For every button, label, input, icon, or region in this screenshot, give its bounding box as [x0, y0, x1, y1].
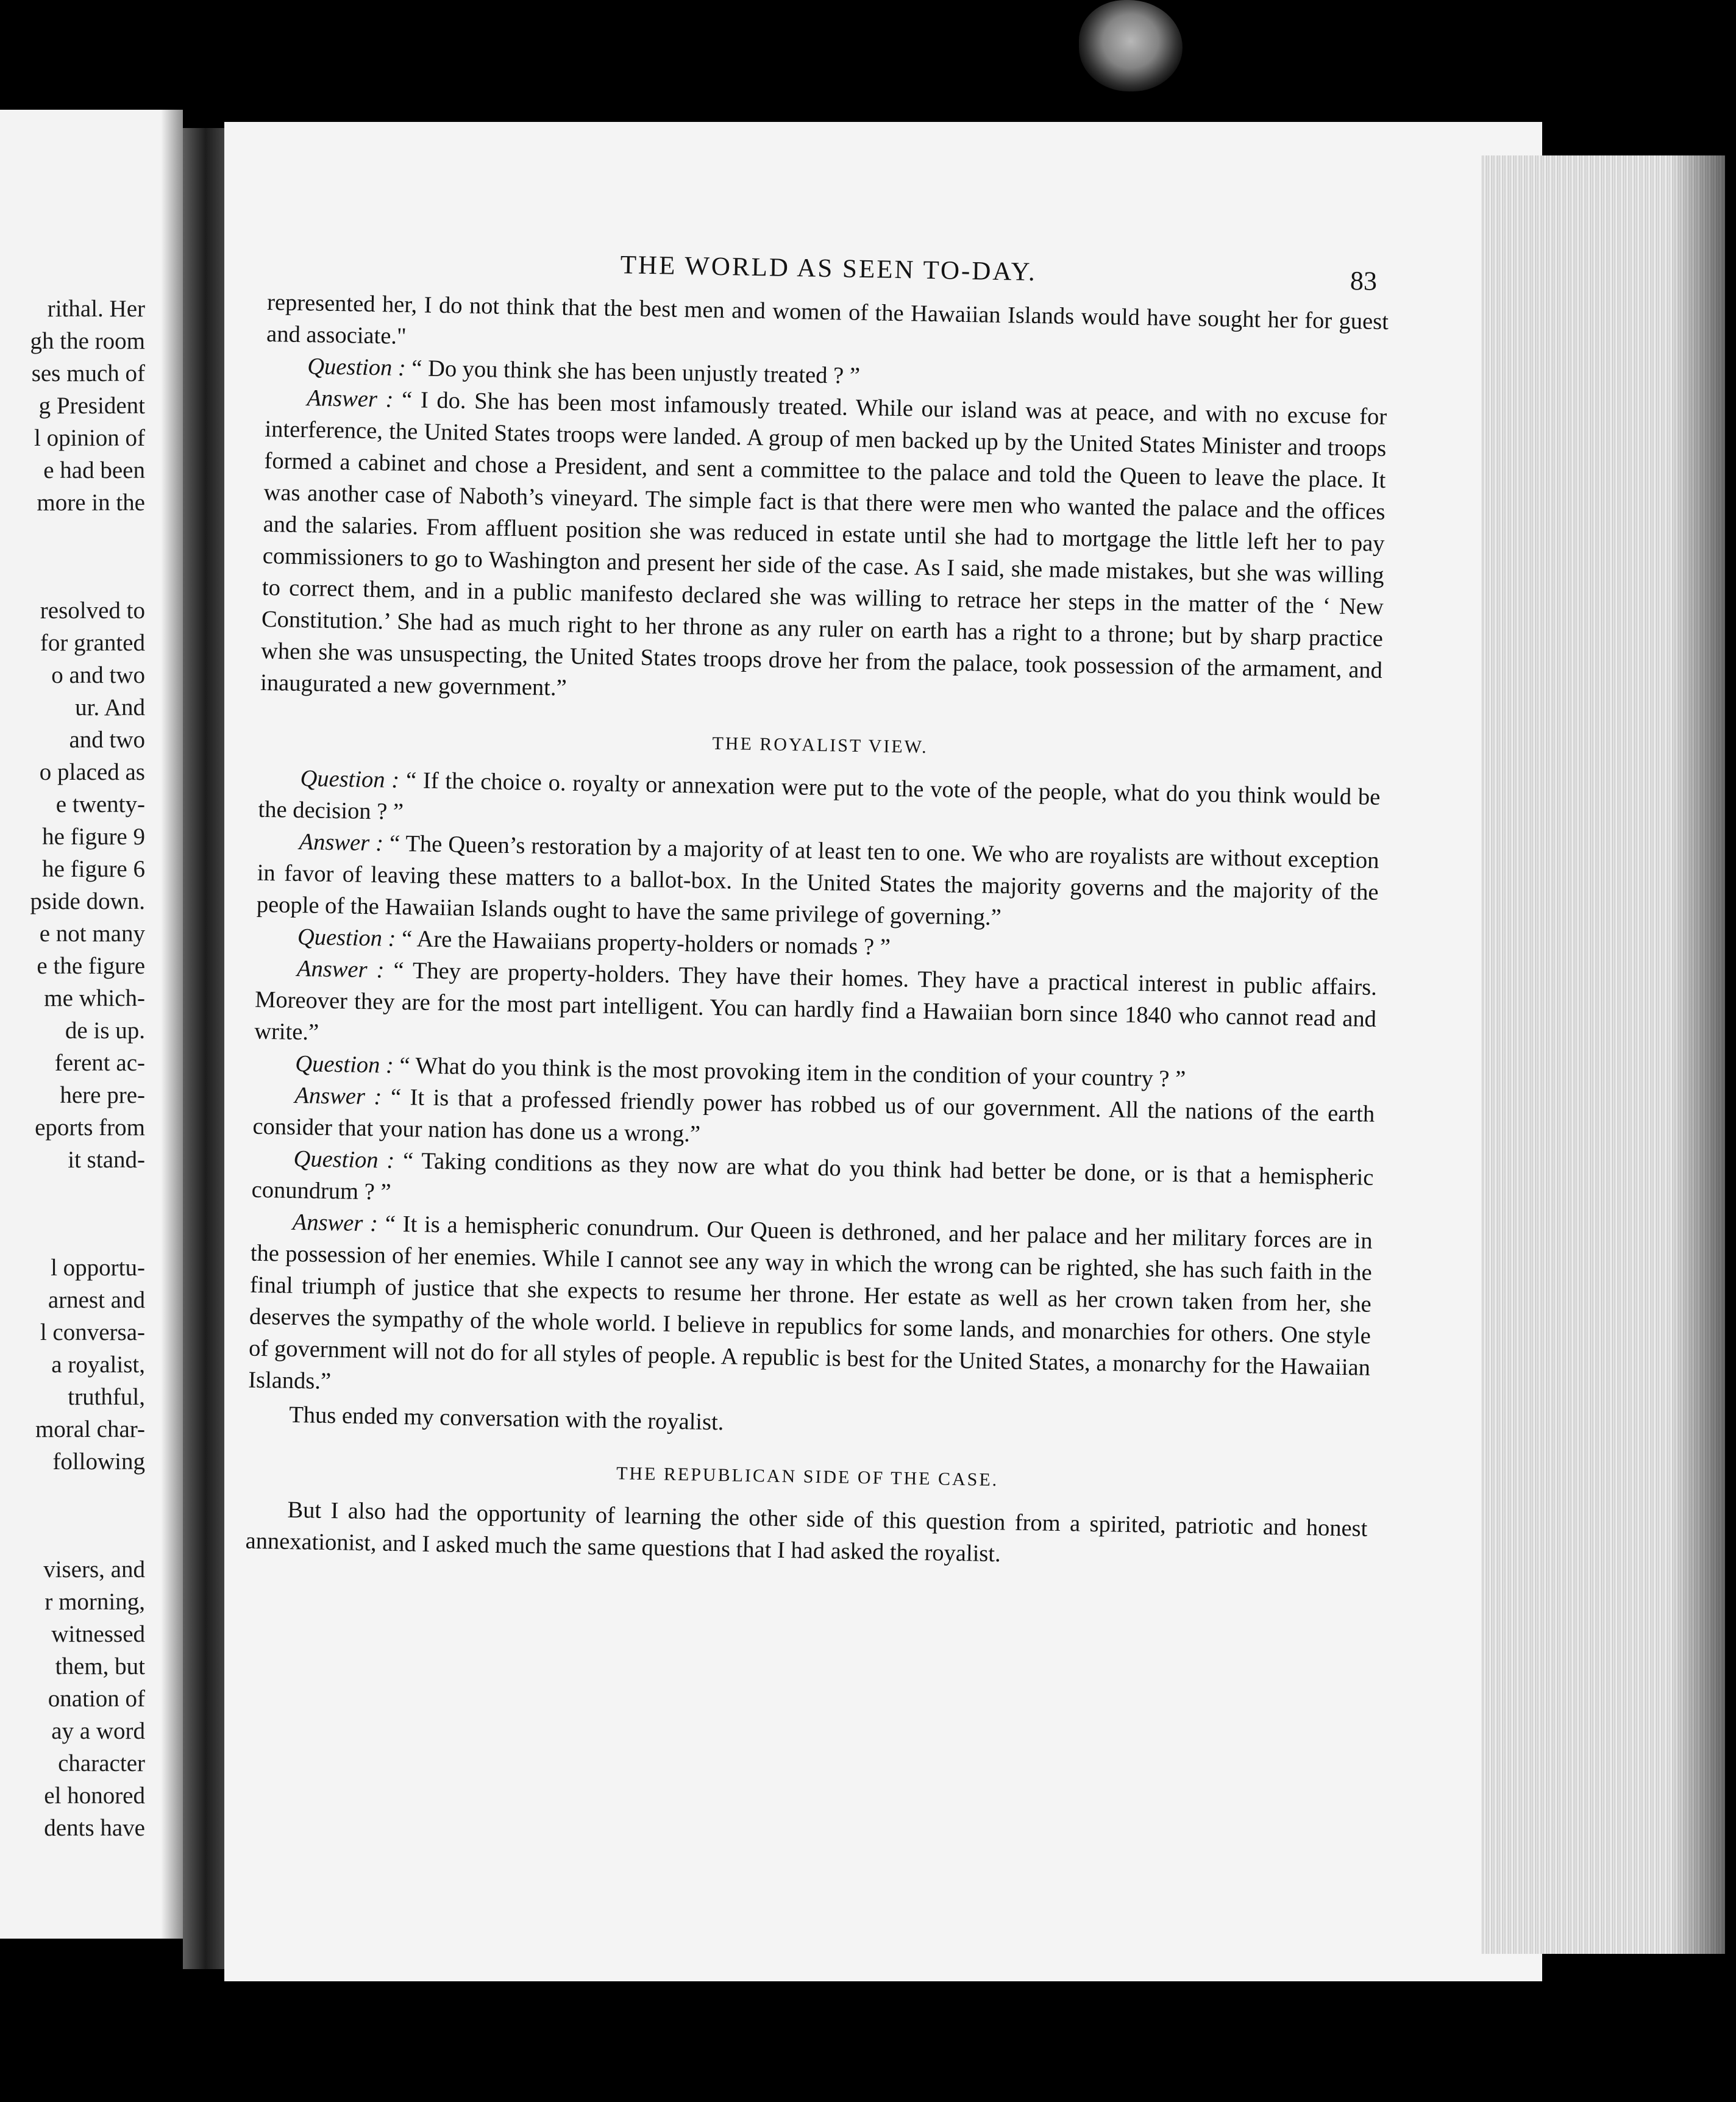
- left-page-line: moral char-: [35, 1416, 145, 1442]
- left-page-line: g President: [38, 393, 145, 419]
- left-page-line: dents have: [44, 1815, 145, 1841]
- interview-section-2: [248, 762, 1381, 1416]
- page-content: [245, 238, 1389, 1576]
- left-page-line: e had been: [43, 457, 145, 483]
- qa-text: “ They are property-holders. They have their homes. They have a practical interest in public affairs. Moreover they are for the most part intelligent. You can hardly find a Hawaiian born since 1840 who cannot read and write.”: [254, 957, 1378, 1046]
- left-page-line: he figure 6: [42, 856, 145, 882]
- left-page-line: l opportu-: [51, 1255, 145, 1281]
- qa-text: “ It is a hemispheric conundrum. Our Queen is dethroned, and her palace and her military forces are in the possession of her enemies. While I cannot see any way in which the wrong can be righted, she has such faith in the final triumph of justice that she expects to resume her throne. Her estate as well as her crown taken from her, she deserves the sympathy of the whole world. I believe in republics for some lands, and monarchies for others. One style of government will not do for all styles of people. A republic is best for the United States, a monarchy for the Hawaiian Islands.”: [247, 1211, 1373, 1395]
- left-page-line: pside down.: [30, 888, 145, 914]
- answer-label: Answer :: [307, 385, 394, 413]
- left-page-line: e not many: [39, 921, 145, 947]
- scan-artifact: [1079, 0, 1183, 91]
- left-page-line: e the figure: [37, 953, 145, 979]
- left-page-line: eports from: [35, 1114, 145, 1141]
- heading-royalist-view: THE ROYALIST VIEW.: [712, 733, 929, 758]
- left-page-gap: [0, 1176, 183, 1252]
- left-page-line: it stand-: [68, 1147, 145, 1173]
- running-head-title: THE WORLD AS SEEN TO-DAY.: [620, 251, 1037, 287]
- answer-label: Answer :: [294, 1082, 382, 1110]
- left-page-line: de is up.: [65, 1017, 145, 1044]
- qa-paragraph: [248, 1206, 1373, 1416]
- question-label: Question :: [297, 924, 396, 952]
- left-page-line: resolved to: [40, 597, 145, 624]
- answer-label: Answer :: [292, 1209, 379, 1237]
- left-page-line: o placed as: [39, 759, 145, 785]
- qa-text: “ I do. She has been most infamously treated. While our island was at peace, and with no excuse for interference, the United States troops were landed. A group of men backed up by the United States Minister and troops formed a cabinet and chose a President, and sent a committee to the palace and told the Queen to leave the place. It was another case of Naboth’s vineyard. The simple fact is that there were men who wanted the palace and the offices and the salaries. From affluent position she was reduced in estate until she had to mortgage the little left her to pay commissioners to go to Washington and present her side of the case. As I said, she made mistakes, but she was willing to correct them, and in a public manifesto declared she was willing to retrace her steps in the matter of the ‘ New Constitution.’ She had as much right to her throne as any ruler on earth has a right to a throne; but by sharp practice when she was unsuspecting, the United States troops drove her from the palace, took possession of the armament, and inaugurated a new government.”: [260, 387, 1387, 701]
- left-page-line: a royalist,: [51, 1352, 145, 1378]
- left-page-line: here pre-: [60, 1082, 145, 1108]
- question-label: Question :: [307, 354, 407, 381]
- interview-section-1: [260, 350, 1388, 718]
- left-page-line: he figure 9: [42, 824, 145, 850]
- qa-text: “ It is that a professed friendly power has robbed us of our government. All the nations of the earth consider that your nation has done us a wrong.”: [252, 1084, 1375, 1147]
- left-page-line: rithal. Her: [47, 296, 145, 322]
- left-page-line: l conversa-: [40, 1319, 145, 1345]
- left-page-line: el honored: [44, 1783, 145, 1809]
- qa-text: “ What do you think is the most provoking item in the condition of your country ? ”: [399, 1052, 1186, 1092]
- left-page: [0, 110, 183, 1939]
- left-page-line: visers, and: [43, 1556, 145, 1583]
- left-page-line: me which-: [44, 985, 145, 1011]
- page-number: 83: [1350, 265, 1378, 296]
- heading-republican-side: THE REPUBLICAN SIDE OF THE CASE.: [616, 1463, 999, 1491]
- left-page-line: witnessed: [51, 1621, 145, 1647]
- qa-text: “ If the choice o. royalty or annexation were put to the vote of the people, what do you think would be the decision ? ”: [258, 768, 1381, 825]
- left-page-line: r morning,: [44, 1589, 145, 1615]
- left-page-line: l opinion of: [34, 425, 145, 451]
- left-page-line: character: [58, 1750, 145, 1776]
- answer-label: Answer :: [296, 956, 385, 983]
- question-label: Question :: [293, 1145, 395, 1174]
- qa-text: “ The Queen’s restoration by a majority of at least ten to one. We who are royalists are without exception in favor of leaving these matters to a ballot-box. In the United States the majority governs and the majority of the people of the Hawaiian Islands ought to have the same privilege of governing.”: [256, 830, 1379, 931]
- qa-paragraph: [260, 382, 1387, 718]
- left-page-line: ur. And: [75, 694, 145, 721]
- left-page-line: o and two: [51, 662, 145, 688]
- qa-text: “ Taking conditions as they now are what do you think had better be done, or is that a hemispheric conundrum ? ”: [251, 1148, 1374, 1205]
- left-page-line: ferent ac-: [54, 1050, 145, 1076]
- left-page-gap: [0, 519, 183, 594]
- qa-text: “ Do you think she has been unjustly treated ? ”: [411, 355, 861, 389]
- answer-label: Answer :: [299, 829, 384, 857]
- page-edges: [1481, 155, 1725, 1954]
- final-paragraph: But I also had the opportunity of learning the other side of this question from a spirited, patriotic and honest annexationist, and I asked much the same questions that I had asked the royalist.: [245, 1497, 1368, 1567]
- book-gutter: [183, 128, 224, 1969]
- left-page-text: [0, 293, 183, 1844]
- question-label: Question :: [300, 766, 400, 793]
- qa-text: “ Are the Hawaiians property-holders or nomads ? ”: [401, 926, 891, 960]
- left-page-line: ay a word: [51, 1718, 145, 1744]
- left-page-line: following: [52, 1448, 145, 1475]
- left-page-line: for granted: [40, 630, 145, 656]
- question-label: Question :: [294, 1050, 394, 1078]
- left-page-line: gh the room: [30, 328, 145, 354]
- left-page-gap: [0, 1478, 183, 1553]
- left-page-line: them, but: [55, 1653, 145, 1680]
- opening-paragraph: represented her, I do not think that the best men and women of the Hawaiian Islands would have sought her for guest and associate.": [266, 289, 1389, 349]
- left-page-line: arnest and: [48, 1287, 145, 1313]
- left-page-line: and two: [69, 727, 145, 753]
- left-page-line: more in the: [37, 490, 145, 516]
- left-page-line: ses much of: [31, 360, 145, 387]
- left-page-line: onation of: [48, 1686, 145, 1712]
- closing-line: Thus ended my conversation with the royalist.: [288, 1402, 724, 1436]
- left-page-line: e twenty-: [55, 791, 145, 818]
- left-page-line: truthful,: [68, 1384, 145, 1410]
